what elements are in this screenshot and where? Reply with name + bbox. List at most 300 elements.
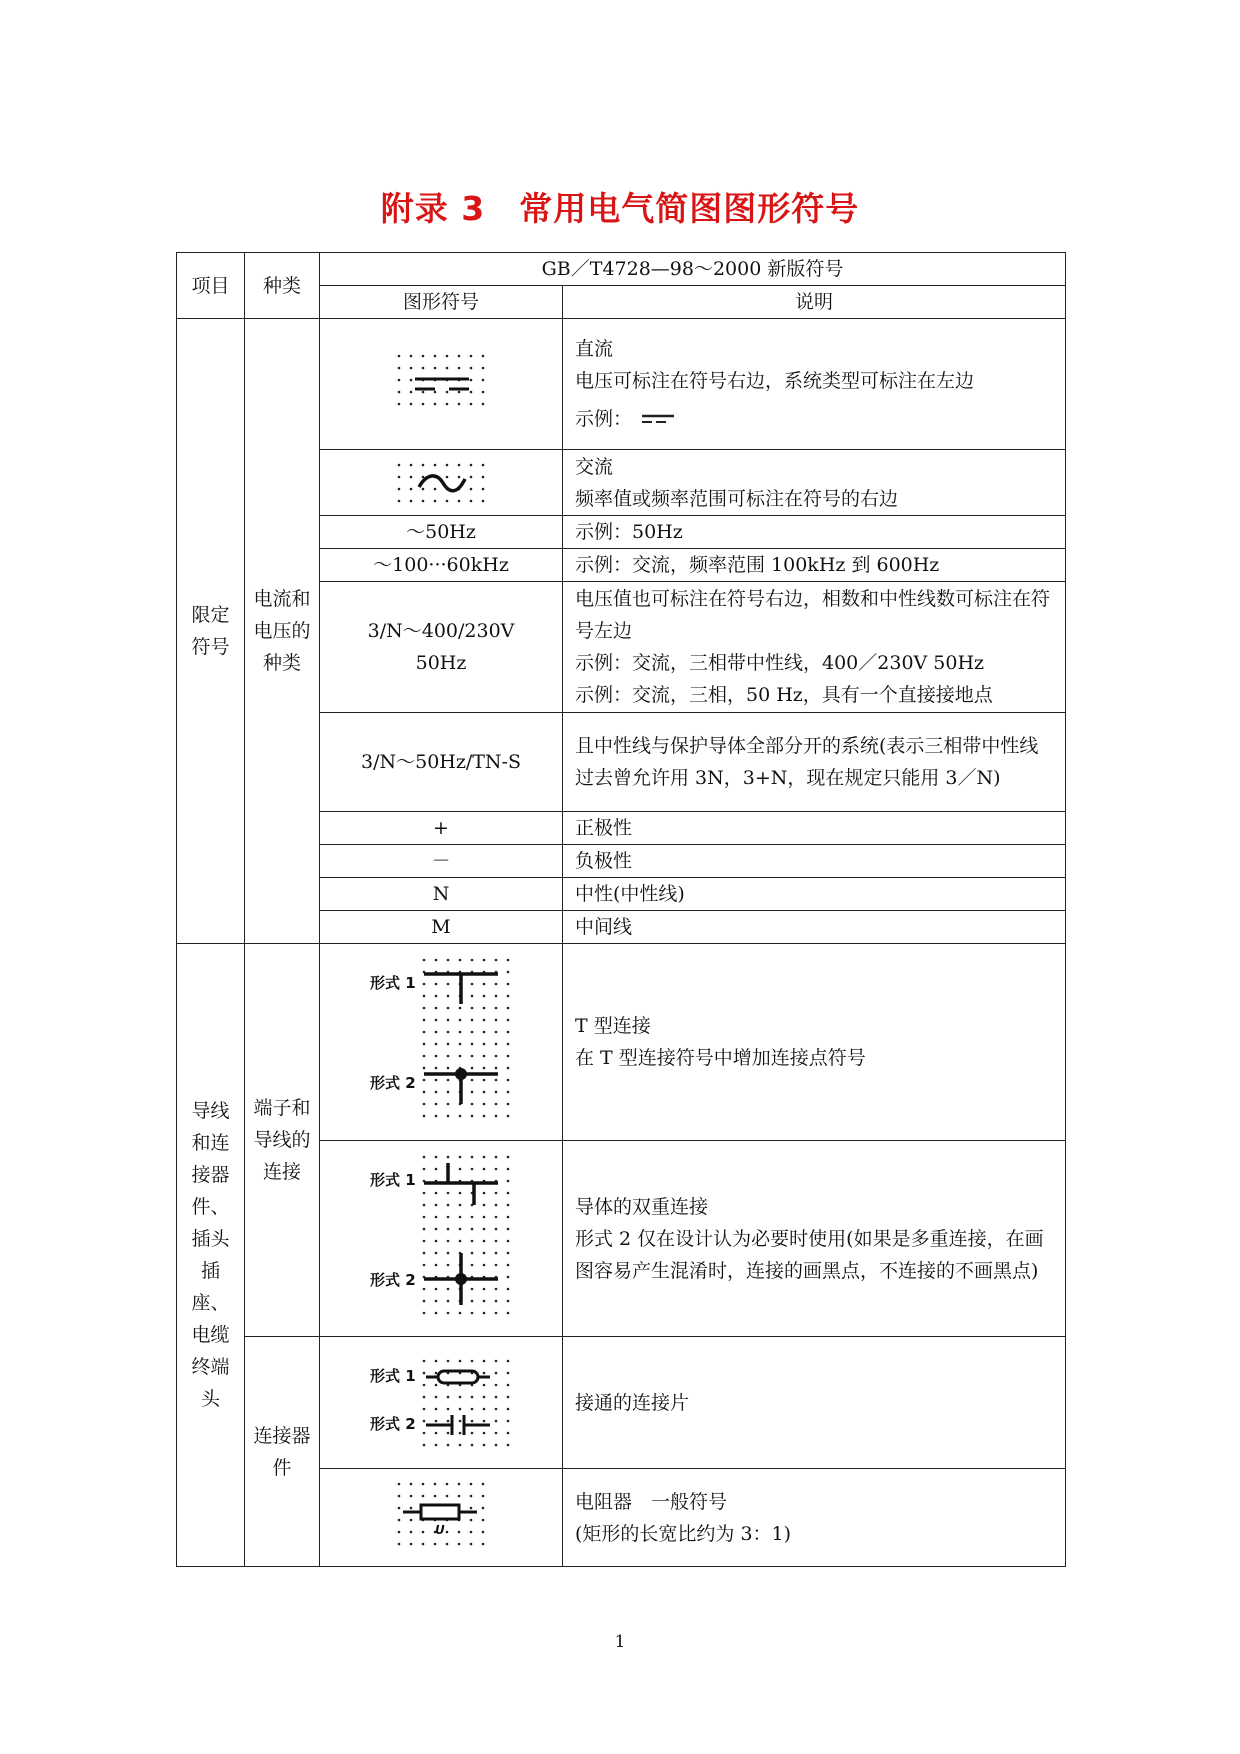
tns-desc: 且中性线与保护导体全部分开的系统(表示三相带中性线过去曾允许用 3N，3+N，现在规定只能用 3／N) [563, 713, 1066, 812]
grid-dot [471, 1055, 474, 1058]
grid-dot [423, 1055, 426, 1058]
grid-dot [435, 1079, 438, 1082]
grid-dot [422, 1530, 425, 1533]
grid-dot [458, 1530, 461, 1533]
grid-dot [422, 487, 425, 490]
grid-dot [434, 355, 437, 358]
grid-dot [447, 1203, 450, 1206]
grid-dot [435, 1203, 438, 1206]
ac-desc-title: 交流 [575, 455, 614, 478]
grid-dot [398, 463, 401, 466]
grid-dot [495, 1407, 498, 1410]
grid-dot [483, 1299, 486, 1302]
grid-dot [507, 1103, 510, 1106]
grid-dot [507, 1191, 510, 1194]
grid-dot [398, 379, 401, 382]
grid-dot [398, 1542, 401, 1545]
r100-desc: 示例：交流，频率范围 100kHz 到 600Hz [563, 549, 1066, 582]
grid-dot [470, 475, 473, 478]
link-symbol-cell [320, 1337, 563, 1469]
grid-dot [471, 1115, 474, 1118]
grid-dot [410, 1482, 413, 1485]
grid-dot [447, 983, 450, 986]
grid-dot [470, 1482, 473, 1485]
grid-dot [447, 1251, 450, 1254]
grid-dot [458, 403, 461, 406]
grid-dot [423, 1031, 426, 1034]
grid-dot [483, 1203, 486, 1206]
r50-symbol: ～50Hz [320, 516, 563, 549]
grid-dot [458, 1542, 461, 1545]
grid-dot [507, 1179, 510, 1182]
grid-dot [435, 1031, 438, 1034]
grid-dot [482, 475, 485, 478]
grid-dot [507, 1443, 510, 1446]
resistor-desc-l1: 电阻器 一般符号 [575, 1490, 728, 1513]
grid-dot [471, 1395, 474, 1398]
grid-dot [435, 1251, 438, 1254]
grid-dot [471, 1359, 474, 1362]
grid-dot [507, 1019, 510, 1022]
grid-dot [447, 1431, 450, 1434]
grid-dot [495, 1311, 498, 1314]
header-kind: 种类 [245, 253, 320, 319]
grid-dot [482, 1494, 485, 1497]
grid-dot [459, 1419, 462, 1422]
header-standard: GB／T4728—98～2000 新版符号 [320, 253, 1066, 286]
grid-dot [423, 1019, 426, 1022]
grid-dot [483, 1407, 486, 1410]
grid-dot [470, 403, 473, 406]
grid-dot [495, 1103, 498, 1106]
grid-dot [422, 499, 425, 502]
grid-dot [459, 1311, 462, 1314]
grid-dot [495, 983, 498, 986]
grid-dot [483, 1103, 486, 1106]
grid-dot [447, 1227, 450, 1230]
grid-dot [495, 1287, 498, 1290]
grid-dot [470, 1506, 473, 1509]
grid-dot [471, 1239, 474, 1242]
grid-dot [423, 1383, 426, 1386]
grid-dot [458, 463, 461, 466]
grid-dot [423, 1239, 426, 1242]
m-desc: 中间线 [563, 911, 1066, 944]
grid-dot [398, 1530, 401, 1533]
grid-dot [507, 1359, 510, 1362]
grid-dot [470, 1530, 473, 1533]
grid-dot [495, 1383, 498, 1386]
grid-dot [435, 1299, 438, 1302]
grid-dot [435, 1055, 438, 1058]
grid-dot [398, 475, 401, 478]
ac-symbol-icon [391, 457, 491, 509]
grid-dot [507, 1371, 510, 1374]
grid-dot [423, 1251, 426, 1254]
grid-dot [410, 355, 413, 358]
grid-dot [483, 1031, 486, 1034]
grid-dot [446, 1530, 449, 1533]
grid-dot [423, 1167, 426, 1170]
grid-dot [447, 1191, 450, 1194]
r400-symbol-l2: 50Hz [415, 652, 467, 674]
grid-dot [458, 367, 461, 370]
page-number: 1 [614, 1632, 626, 1652]
grid-dot [482, 463, 485, 466]
grid-dot [507, 1203, 510, 1206]
r400-desc-l1: 电压值也可标注在符号右边，相数和中性线数可标注在符号左边 [575, 588, 1051, 642]
grid-dot [495, 1239, 498, 1242]
grid-dot [423, 1043, 426, 1046]
grid-dot [447, 1311, 450, 1314]
grid-dot [495, 995, 498, 998]
grid-dot [507, 1227, 510, 1230]
grid-dot [423, 1227, 426, 1230]
grid-dot [483, 1395, 486, 1398]
grid-dot [483, 1359, 486, 1362]
grid-dot [435, 995, 438, 998]
grid-dot [446, 355, 449, 358]
grid-dot [447, 1263, 450, 1266]
double-desc-cell [563, 1141, 1066, 1337]
grid-dot [470, 379, 473, 382]
grid-dot [471, 1031, 474, 1034]
grid-dot [435, 1359, 438, 1362]
grid-dot [471, 1227, 474, 1230]
grid-dot [470, 391, 473, 394]
grid-dot [459, 1203, 462, 1206]
grid-dot [410, 1494, 413, 1497]
grid-dot [459, 1007, 462, 1010]
grid-dot [482, 1530, 485, 1533]
grid-dot [435, 1419, 438, 1422]
grid-dot [446, 499, 449, 502]
grid-dot [483, 1227, 486, 1230]
grid-dot [483, 1191, 486, 1194]
resistor-u-label: U [435, 1522, 445, 1537]
grid-dot [507, 1091, 510, 1094]
grid-dot [482, 391, 485, 394]
grid-dot [398, 391, 401, 394]
page-title: 附录 3 常用电气简图图形符号 [380, 189, 860, 228]
grid-dot [447, 1007, 450, 1010]
grid-dot [410, 463, 413, 466]
grid-dot [470, 1518, 473, 1521]
grid-dot [447, 1079, 450, 1082]
ac-symbol-cell [320, 450, 563, 516]
grid-dot [470, 487, 473, 490]
grid-dot [459, 1407, 462, 1410]
grid-dot [398, 1506, 401, 1509]
grid-dot [495, 1055, 498, 1058]
grid-dot [434, 391, 437, 394]
grid-dot [482, 1506, 485, 1509]
r400-symbol-cell [320, 582, 563, 713]
grid-dot [471, 1155, 474, 1158]
grid-dot [398, 1518, 401, 1521]
grid-dot [471, 1079, 474, 1082]
grid-dot [459, 959, 462, 962]
grid-dot [507, 1431, 510, 1434]
grid-dot [447, 1215, 450, 1218]
grid-dot [435, 1191, 438, 1194]
grid-dot [446, 1542, 449, 1545]
double-connection-icon [366, 1149, 516, 1329]
grid-dot [471, 983, 474, 986]
grid-dot [459, 1055, 462, 1058]
grid-dot [423, 1115, 426, 1118]
grid-dot [423, 1263, 426, 1266]
grid-dot [471, 1167, 474, 1170]
grid-dot [482, 499, 485, 502]
grid-dot [471, 1443, 474, 1446]
grid-dot [495, 1043, 498, 1046]
grid-dot [447, 959, 450, 962]
grid-dot [435, 1407, 438, 1410]
grid-dot [422, 1494, 425, 1497]
grid-dot [483, 1155, 486, 1158]
grid-dot [410, 475, 413, 478]
grid-dot [447, 1407, 450, 1410]
section1-kind: 电流和电压的种类 [245, 319, 320, 944]
grid-dot [471, 959, 474, 962]
grid-dot [434, 403, 437, 406]
link-desc: 接通的连接片 [563, 1337, 1066, 1469]
grid-dot [459, 1115, 462, 1118]
r100-symbol: ～100···60kHz [320, 549, 563, 582]
grid-dot [483, 1043, 486, 1046]
grid-dot [459, 1155, 462, 1158]
grid-dot [470, 355, 473, 358]
grid-dot [495, 1067, 498, 1070]
grid-dot [398, 403, 401, 406]
grid-dot [507, 1155, 510, 1158]
n-symbol: N [320, 878, 563, 911]
grid-dot [482, 403, 485, 406]
grid-dot [482, 355, 485, 358]
grid-dot [495, 1079, 498, 1082]
grid-dot [447, 1067, 450, 1070]
grid-dot [495, 1115, 498, 1118]
n-desc: 中性(中性线) [563, 878, 1066, 911]
grid-dot [483, 1263, 486, 1266]
grid-dot [435, 1103, 438, 1106]
grid-dot [434, 1542, 437, 1545]
grid-dot [459, 1019, 462, 1022]
grid-dot [483, 1383, 486, 1386]
grid-dot [446, 367, 449, 370]
grid-dot [483, 995, 486, 998]
resistor-desc-l2: (矩形的长宽比约为 3：1) [575, 1522, 792, 1545]
double-form1-label: 形式 1 [370, 1170, 416, 1189]
grid-dot [482, 1542, 485, 1545]
grid-dot [507, 1031, 510, 1034]
grid-dot [410, 391, 413, 394]
grid-dot [495, 1191, 498, 1194]
grid-dot [423, 1431, 426, 1434]
section1-item: 限定符号 [177, 319, 245, 944]
grid-dot [507, 1275, 510, 1278]
grid-dot [434, 463, 437, 466]
grid-dot [447, 1055, 450, 1058]
grid-dot [507, 1395, 510, 1398]
grid-dot [482, 379, 485, 382]
double-symbol-cell [320, 1141, 563, 1337]
grid-dot [435, 1019, 438, 1022]
link-form1-label: 形式 1 [370, 1366, 416, 1385]
grid-dot [423, 1007, 426, 1010]
grid-dot [423, 1091, 426, 1094]
t-symbol-cell [320, 944, 563, 1141]
grid-dot [447, 1043, 450, 1046]
grid-dot [471, 1299, 474, 1302]
grid-dot [471, 1431, 474, 1434]
grid-dot [435, 1443, 438, 1446]
dc-desc-line: 电压可标注在符号右边，系统类型可标注在左边 [575, 370, 975, 392]
t-connection-icon [366, 952, 516, 1132]
grid-dot [483, 1167, 486, 1170]
r50-desc: 示例：50Hz [563, 516, 1066, 549]
minus-desc: 负极性 [563, 845, 1066, 878]
grid-dot [447, 1287, 450, 1290]
grid-dot [435, 1043, 438, 1046]
grid-dot [398, 355, 401, 358]
grid-dot [471, 1091, 474, 1094]
grid-dot [507, 1383, 510, 1386]
grid-dot [507, 1043, 510, 1046]
grid-dot [495, 1215, 498, 1218]
grid-dot [507, 1287, 510, 1290]
grid-dot [495, 1431, 498, 1434]
grid-dot [434, 1482, 437, 1485]
grid-dot [470, 499, 473, 502]
double-desc-l1: 导体的双重连接 [575, 1195, 709, 1218]
grid-dot [459, 1167, 462, 1170]
grid-dot [495, 1155, 498, 1158]
grid-dot [447, 995, 450, 998]
grid-dot [459, 1443, 462, 1446]
header-desc: 说明 [563, 286, 1066, 319]
grid-dot [483, 1215, 486, 1218]
grid-dot [471, 995, 474, 998]
dc-desc-cell [563, 319, 1066, 450]
grid-dot [482, 367, 485, 370]
grid-dot [447, 1019, 450, 1022]
grid-dot [423, 1067, 426, 1070]
grid-dot [483, 1251, 486, 1254]
grid-dot [422, 463, 425, 466]
grid-dot [483, 1091, 486, 1094]
t-form2-label: 形式 2 [370, 1074, 416, 1092]
grid-dot [423, 1103, 426, 1106]
grid-dot [495, 1227, 498, 1230]
header-symbol: 图形符号 [320, 286, 563, 319]
grid-dot [435, 1371, 438, 1374]
grid-dot [459, 1239, 462, 1242]
grid-dot [435, 1287, 438, 1290]
grid-dot [423, 1155, 426, 1158]
grid-dot [434, 367, 437, 370]
grid-dot [483, 1067, 486, 1070]
grid-dot [423, 1287, 426, 1290]
grid-dot [507, 983, 510, 986]
dc-symbol-cell [320, 319, 563, 450]
grid-dot [507, 1311, 510, 1314]
symbol-table [176, 252, 1066, 1567]
t-desc-cell [563, 944, 1066, 1141]
grid-dot [447, 1031, 450, 1034]
grid-dot [495, 1091, 498, 1094]
grid-dot [483, 1239, 486, 1242]
grid-dot [471, 1311, 474, 1314]
link-form2-label: 形式 2 [370, 1414, 416, 1433]
grid-dot [435, 1067, 438, 1070]
grid-dot [422, 355, 425, 358]
grid-dot [507, 995, 510, 998]
grid-dot [459, 1031, 462, 1034]
grid-dot [471, 1215, 474, 1218]
grid-dot [482, 487, 485, 490]
grid-dot [459, 1191, 462, 1194]
grid-dot [435, 1431, 438, 1434]
grid-dot [447, 1103, 450, 1106]
grid-dot [483, 1287, 486, 1290]
grid-dot [447, 1155, 450, 1158]
grid-dot [435, 1007, 438, 1010]
grid-dot [434, 499, 437, 502]
grid-dot [422, 367, 425, 370]
grid-dot [446, 1482, 449, 1485]
grid-dot [459, 1395, 462, 1398]
grid-dot [435, 1239, 438, 1242]
double-desc-l2: 形式 2 仅在设计认为必要时使用(如果是多重连接，在画图容易产生混淆时，连接的画黑点，不连接的不画黑点) [575, 1227, 1044, 1282]
grid-dot [398, 487, 401, 490]
grid-dot [459, 1043, 462, 1046]
grid-dot [483, 1443, 486, 1446]
grid-dot [483, 1115, 486, 1118]
grid-dot [447, 1419, 450, 1422]
grid-dot [423, 1203, 426, 1206]
r400-desc-l2: 示例：交流，三相带中性线，400／230V 50Hz [575, 652, 985, 674]
grid-dot [471, 1251, 474, 1254]
grid-dot [435, 1227, 438, 1230]
grid-dot [434, 487, 437, 490]
grid-dot [459, 1431, 462, 1434]
grid-dot [483, 1019, 486, 1022]
grid-dot [423, 1359, 426, 1362]
grid-dot [483, 1055, 486, 1058]
grid-dot [483, 983, 486, 986]
grid-dot [507, 1115, 510, 1118]
grid-dot [507, 1407, 510, 1410]
grid-dot [435, 1155, 438, 1158]
grid-dot [435, 1395, 438, 1398]
grid-dot [495, 1263, 498, 1266]
grid-dot [471, 1067, 474, 1070]
grid-dot [458, 1482, 461, 1485]
grid-dot [435, 959, 438, 962]
grid-dot [495, 1019, 498, 1022]
grid-dot [459, 1215, 462, 1218]
grid-dot [471, 1287, 474, 1290]
grid-dot [447, 1299, 450, 1302]
grid-dot [507, 1239, 510, 1242]
grid-dot [423, 995, 426, 998]
grid-dot [422, 391, 425, 394]
grid-dot [482, 1482, 485, 1485]
grid-dot [410, 487, 413, 490]
grid-dot [495, 1359, 498, 1362]
